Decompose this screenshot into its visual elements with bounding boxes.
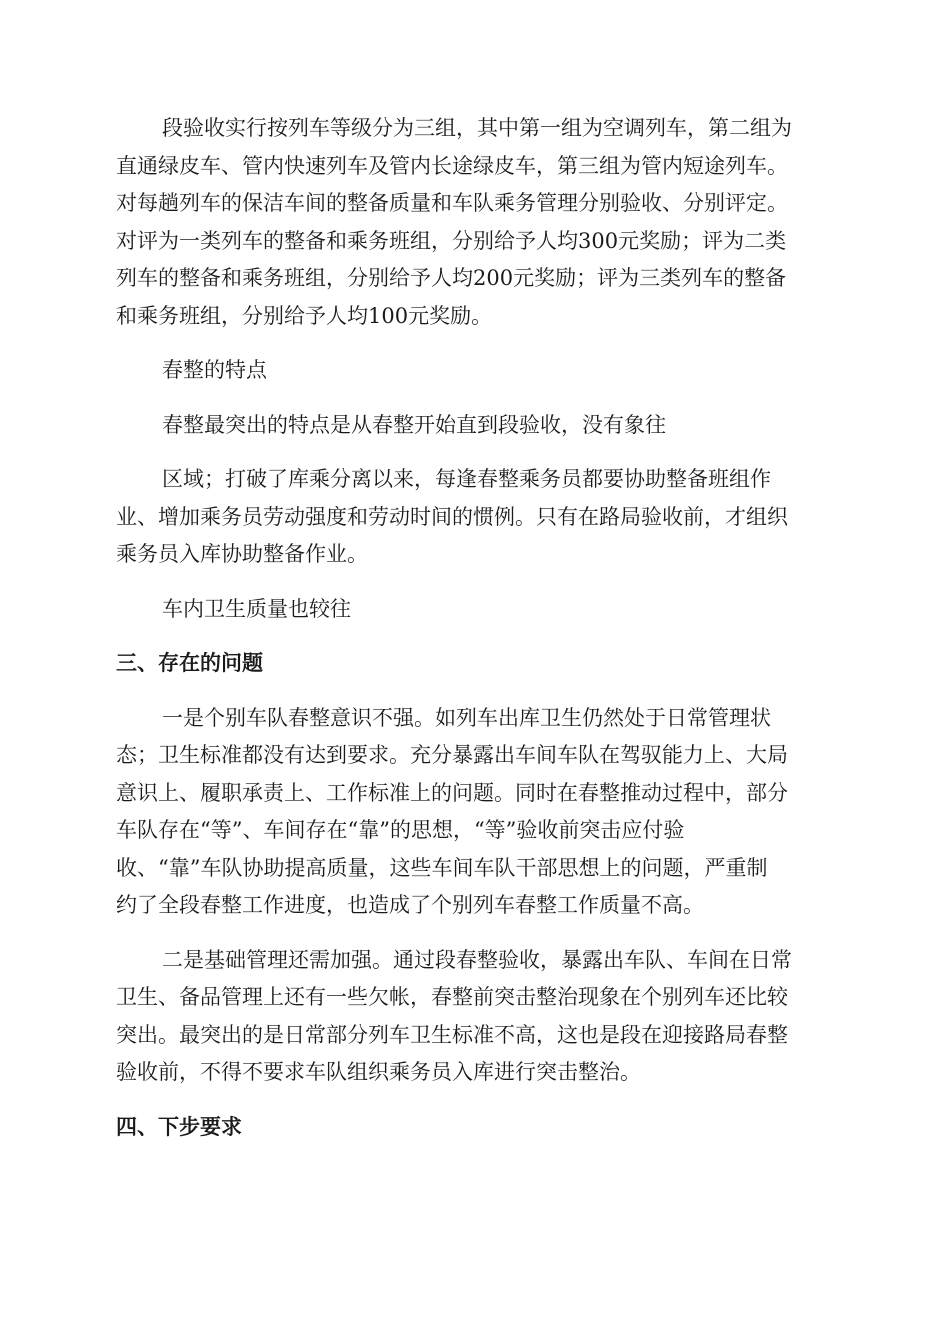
paragraph-features-title: [116, 352, 834, 390]
text-line: 乘务员入库协助整备作业。: [116, 542, 368, 566]
text-line: 二是基础管理还需加强。通过段春整验收，暴露出车队、车间在日常: [162, 947, 792, 972]
text-line: 直通绿皮车、管内快速列车及管内长途绿皮车，第三组为管内短途列车。: [116, 153, 788, 178]
text-line: 区域；打破了库乘分离以来，每逢春整乘务员都要协助整备班组作: [162, 467, 771, 491]
text-line: 车队存在“等”、车间存在“靠”的思想，“等”验收前突击应付验: [116, 818, 685, 842]
section-heading-problems: 三、存在的问题: [116, 651, 263, 675]
text-line: 一是个别车队春整意识不强。如列车出库卫生仍然处于日常管理状: [162, 705, 771, 730]
text-line: 态；卫生标准都没有达到要求。充分暴露出车间车队在驾驭能力上、大局: [116, 743, 788, 767]
paragraph-acceptance-groups: [116, 110, 834, 335]
text-line: 验收前，不得不要求车队组织乘务员入库进行突击整治。: [116, 1060, 641, 1084]
text-line: 和乘务班组，分别给予人均100元奖励。: [116, 303, 493, 328]
text-line: 意识上、履职承责上、工作标准上的问题。同时在春整推动过程中，部分: [116, 780, 788, 805]
paragraph-problem-two: [116, 942, 834, 1092]
paragraph-area: [116, 461, 834, 574]
text-line: 列车的整备和乘务班组，分别给予人均200元奖励；评为三类列车的整备: [116, 266, 787, 290]
text-line: 卫生、备品管理上还有一些欠帐，春整前突击整治现象在个别列车还比较: [116, 985, 788, 1009]
text-line: 对每趟列车的保洁车间的整备质量和车队乘务管理分别验收、分别评定。: [116, 191, 788, 215]
text-line: 对评为一类列车的整备和乘务班组，分别给予人均300元奖励；评为二类: [116, 228, 787, 253]
section-heading-next-steps: 四、下步要求: [116, 1114, 242, 1139]
text-line: 突出。最突出的是日常部分列车卫生标准不高，这也是段在迎接路局春整: [116, 1022, 788, 1047]
text-line: 春整最突出的特点是从春整开始直到段验收，没有象往: [162, 412, 666, 437]
text-line: 约了全段春整工作进度，也造成了个别列车春整工作质量不高。: [116, 893, 704, 917]
text-line: 收、“靠”车队协助提高质量，这些车间车队干部思想上的问题，严重制: [116, 855, 768, 880]
document-body: [116, 110, 834, 1163]
text-line: 春整的特点: [162, 358, 267, 382]
paragraph-hygiene: [116, 591, 834, 629]
text-line: 业、增加乘务员劳动强度和劳动时间的惯例。只有在路局验收前，才组织: [116, 504, 788, 529]
paragraph-features-intro: [116, 407, 834, 445]
text-line: 段验收实行按列车等级分为三组，其中第一组为空调列车，第二组为: [162, 116, 792, 140]
paragraph-problem-one: [116, 700, 834, 925]
text-line: 车内卫生质量也较往: [162, 596, 351, 621]
